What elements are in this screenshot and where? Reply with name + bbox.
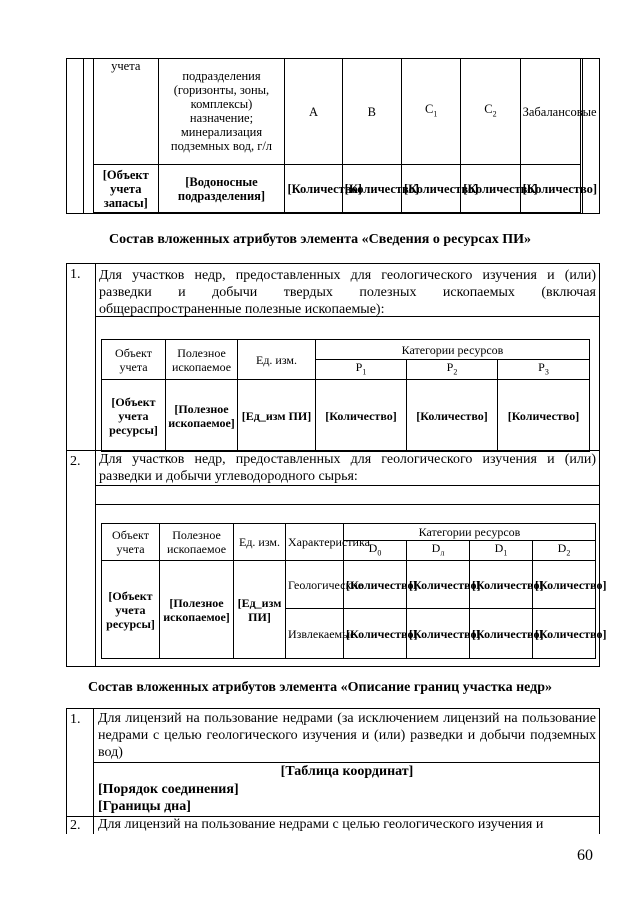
reserves-table — [93, 58, 598, 213]
table-cell: [Количество] — [407, 380, 498, 452]
header-cell: Объект учета — [102, 524, 160, 561]
header-cell: $C_2$ — [461, 59, 520, 165]
header-cell: $D_2$ — [533, 541, 596, 561]
table-cell: [Количество] — [520, 165, 580, 213]
header-cell: Характеристика — [286, 524, 344, 561]
table-cell: [Количество] — [401, 165, 460, 213]
item-number: 1. — [70, 712, 81, 727]
table-cell: [Количество] — [498, 380, 590, 452]
header-cell: Объект учета — [102, 340, 166, 380]
table-cell: [Количество] — [470, 609, 533, 659]
table-cell: [Ед_изм ПИ] — [238, 380, 316, 452]
table-cell: [Количество] — [407, 561, 470, 609]
item-text: Для лицензий на пользование недрами (за исключением лицензий на пользование недрами с целью геологического изучения и (или) разведки и добычи подземных вод) — [98, 711, 596, 760]
item-text: Для участков недр, предоставленных для геологического изучения и (или) разведки и добычи углеводородного сырья: — [99, 452, 596, 484]
header-cell: учета — [94, 59, 159, 165]
section-title: Состав вложенных атрибутов элемента «Сведения о ресурсах ПИ» — [108, 232, 532, 247]
table-cell: [Объект учета запасы] — [94, 165, 159, 213]
header-cell: $D_0$ — [344, 541, 407, 561]
row-divider — [95, 504, 600, 505]
top-table-divider — [83, 58, 84, 214]
table-row — [94, 165, 581, 213]
table-row — [102, 380, 590, 452]
header-cell: подразделения (горизонты, зоны, комплексы) назначение; минерализация подземных вод, г/л — [158, 59, 285, 165]
resources-table-solid — [101, 339, 590, 452]
table-cell: [Полезное ископаемое] — [166, 380, 238, 452]
table-header-row — [102, 524, 596, 541]
table-cell: [Количество] — [533, 609, 596, 659]
item-text: Для участков недр, предоставленных для геологического изучения и (или) разведки и добычи твердых полезных ископаемых (включая общераспространенные полезные ископаемые): — [99, 268, 596, 317]
table-cell: [Количество] — [316, 380, 407, 452]
table-header-row — [102, 340, 590, 360]
header-cell: B — [342, 59, 401, 165]
table-cell: [Ед_изм ПИ] — [234, 561, 286, 659]
coordinates-table-label: [Таблица координат] — [280, 764, 414, 779]
table-cell: [Количество] — [344, 561, 407, 609]
header-cell: Полезное ископаемое — [160, 524, 234, 561]
item-number: 1. — [70, 267, 81, 282]
item-text: Для лицензий на пользование недрами с целью геологического изучения и — [98, 817, 544, 832]
table-cell: [Количество] — [285, 165, 342, 213]
row-divider — [93, 762, 600, 763]
table-cell: [Количество] — [342, 165, 401, 213]
number-column-divider — [95, 263, 96, 667]
bottom-boundaries-label: [Границы дна] — [98, 799, 191, 814]
header-cell: $P_1$ — [316, 360, 407, 380]
item-number: 2. — [70, 454, 81, 469]
header-cell: Категории ресурсов — [344, 524, 596, 541]
page-number: 60 — [577, 847, 593, 864]
header-cell: $P_2$ — [407, 360, 498, 380]
header-cell: $D_1$ — [470, 541, 533, 561]
item-number: 2. — [70, 818, 81, 833]
table-cell: Извлекаемые — [286, 609, 344, 659]
header-cell: Ед. изм. — [238, 340, 316, 380]
header-cell: Забалансовые — [520, 59, 580, 165]
table-cell: [Количество] — [461, 165, 520, 213]
table-cell: [Количество] — [470, 561, 533, 609]
table-cell: [Количество] — [344, 609, 407, 659]
header-cell: A — [285, 59, 342, 165]
row-divider — [95, 485, 600, 486]
table-cell: Геологические — [286, 561, 344, 609]
header-cell: Категории ресурсов — [316, 340, 590, 360]
section-title: Состав вложенных атрибутов элемента «Описание границ участка недр» — [87, 680, 553, 695]
header-cell: Полезное ископаемое — [166, 340, 238, 380]
table-cell: [Полезное ископаемое] — [160, 561, 234, 659]
connection-order-label: [Порядок соединения] — [98, 782, 239, 797]
header-cell: $D_л$ — [407, 541, 470, 561]
header-cell: $C_1$ — [401, 59, 460, 165]
table-cell: [Объект учета ресурсы] — [102, 380, 166, 452]
table-row — [102, 561, 596, 609]
header-cell: Ед. изм. — [234, 524, 286, 561]
header-cell: $P_3$ — [498, 360, 590, 380]
table-cell: [Объект учета ресурсы] — [102, 561, 160, 659]
table-cell: [Количество] — [407, 609, 470, 659]
table-cell: [Количество] — [533, 561, 596, 609]
table-cell: [Водоносные подразделения] — [158, 165, 285, 213]
table-header-row — [94, 59, 581, 165]
resources-table-hydrocarbon — [101, 523, 607, 659]
